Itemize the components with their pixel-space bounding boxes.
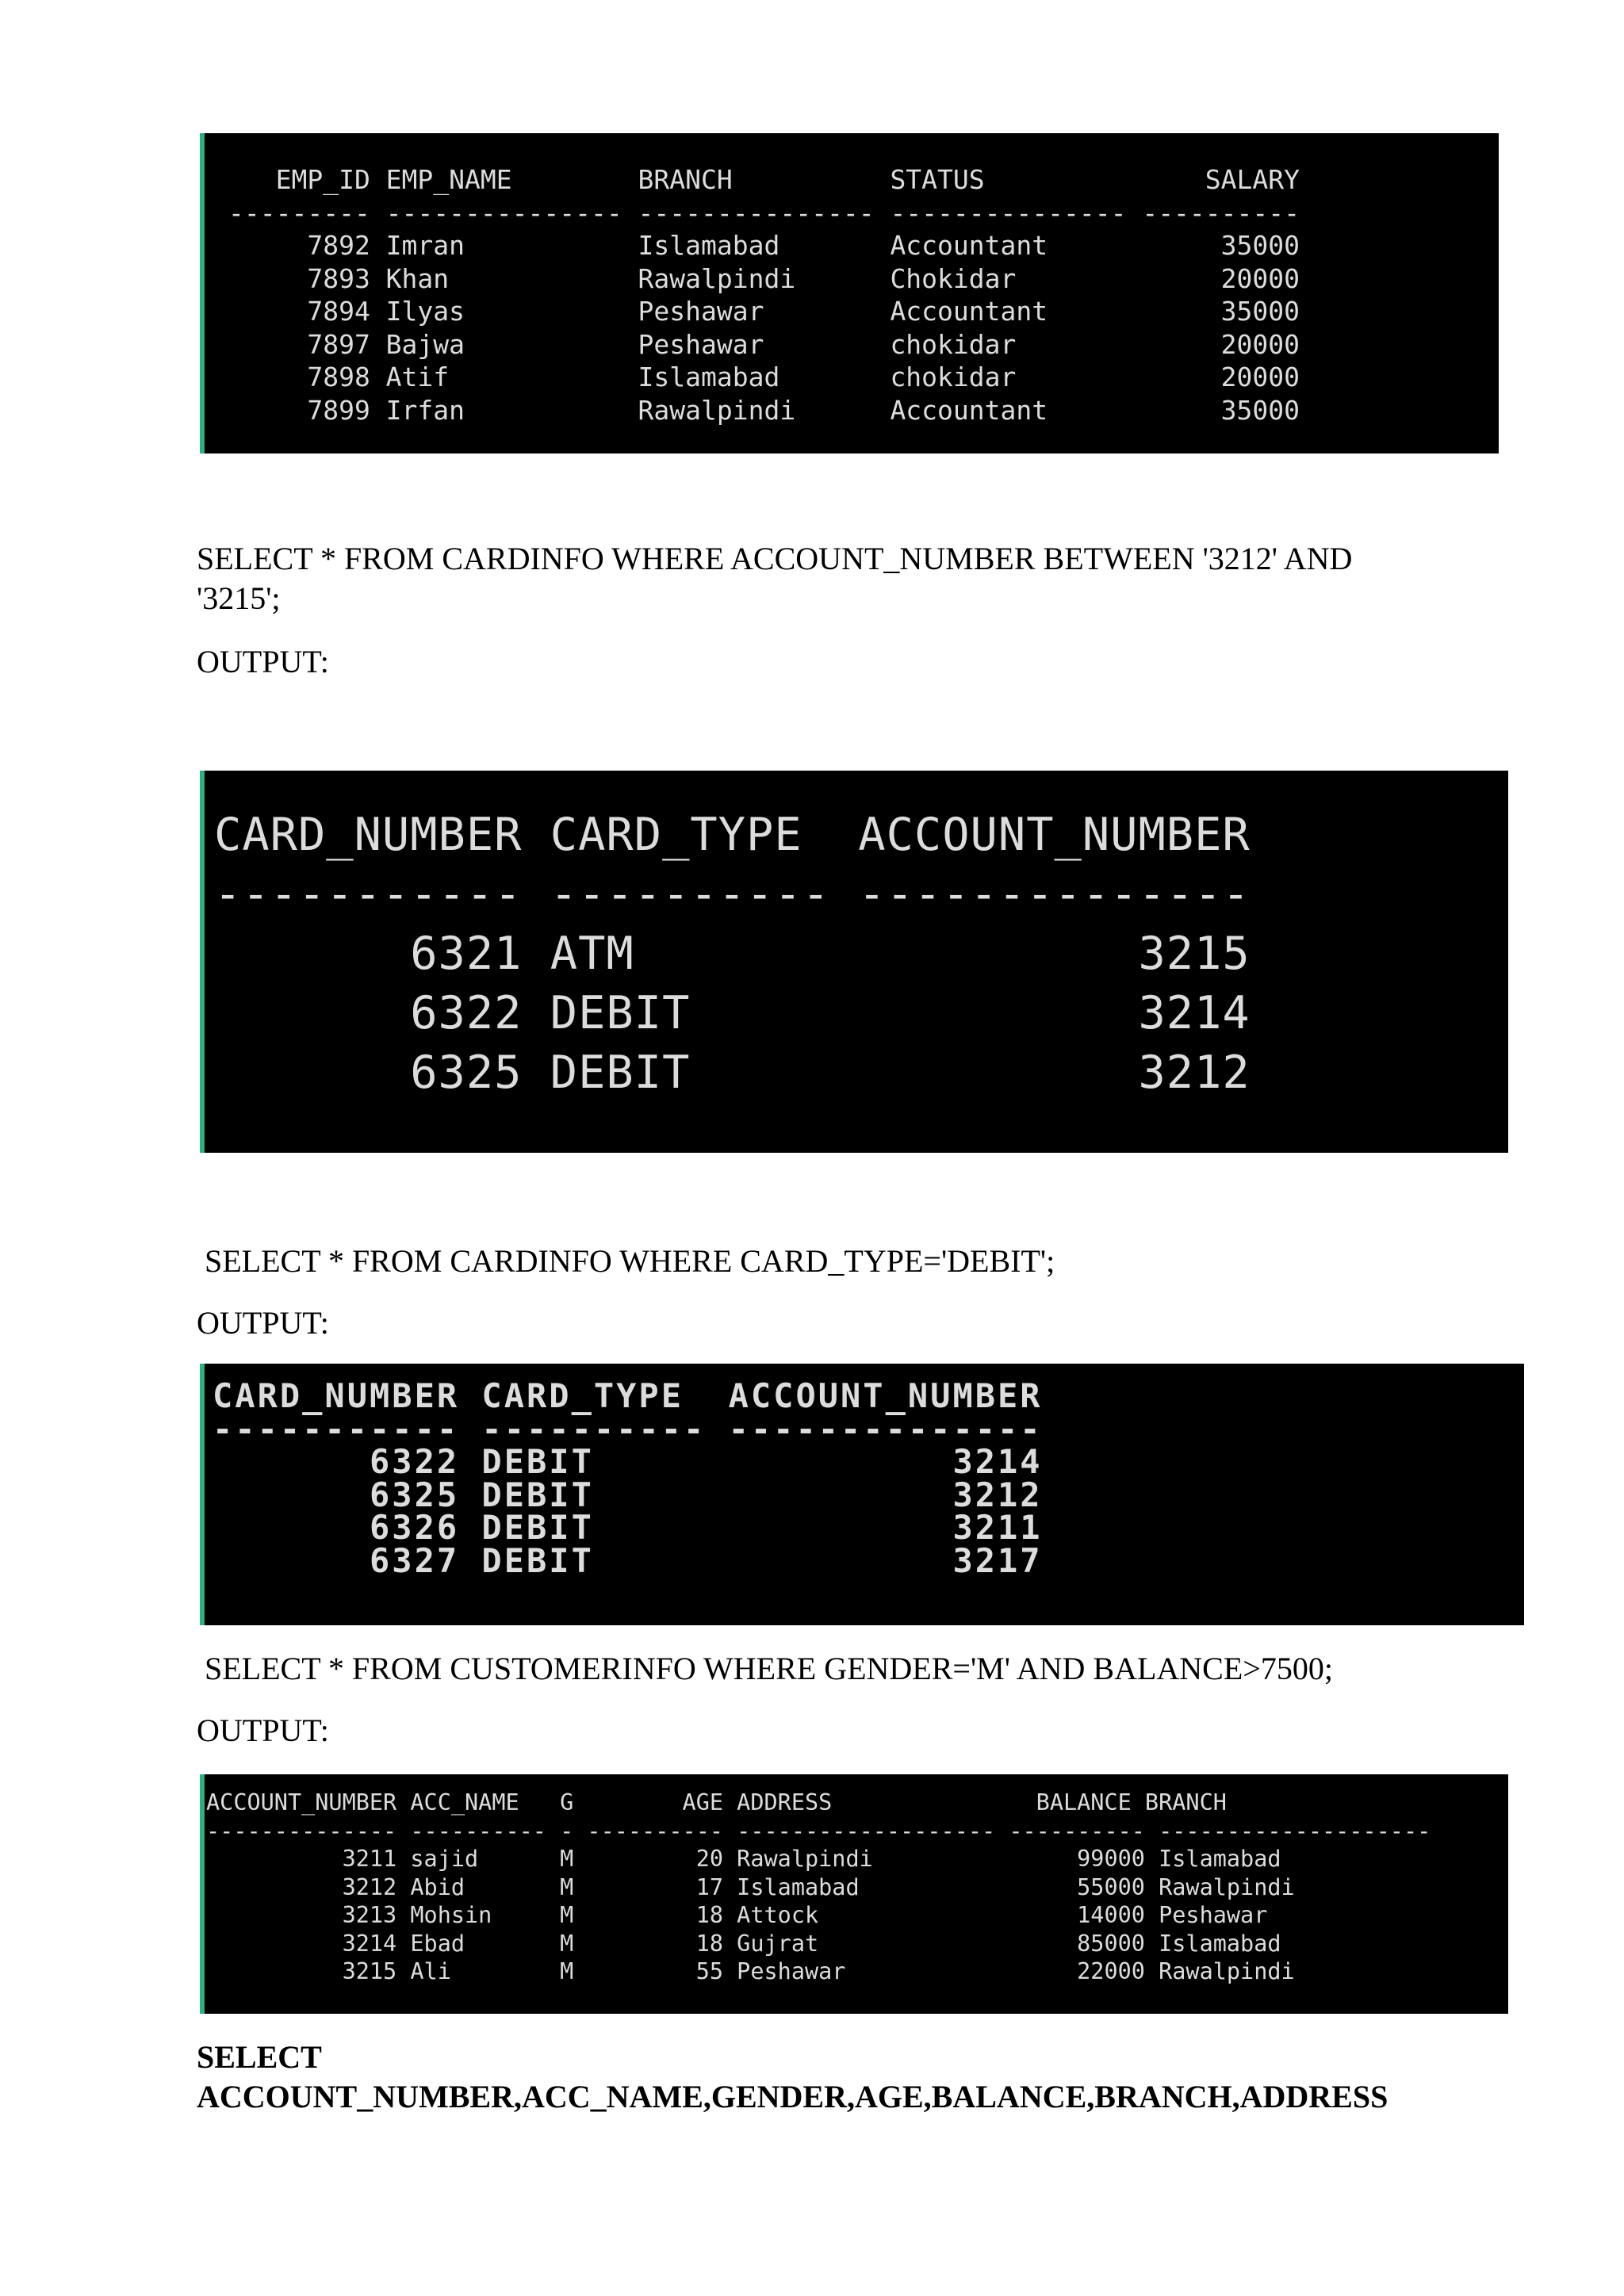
terminal-data-row: 3212 Abid M 17 Islamabad 55000 Rawalpindi (206, 1873, 1295, 1900)
terminal-data-row: 7898 Atif Islamabad chokidar 20000 (228, 362, 1300, 392)
terminal-data-row: 3215 Ali M 55 Peshawar 22000 Rawalpindi (206, 1958, 1295, 1984)
terminal-output-text (205, 1789, 1508, 1986)
terminal-data-row: 3214 Ebad M 18 Gujrat 85000 Islamabad (206, 1930, 1281, 1957)
terminal-header-row: EMP_ID EMP_NAME BRANCH STATUS SALARY (228, 164, 1300, 195)
terminal-data-row: 6327 DEBIT 3217 (213, 1540, 1043, 1580)
terminal-output-cardinfo-debit (200, 1364, 1524, 1625)
terminal-header-row: ACCOUNT_NUMBER ACC_NAME G AGE ADDRESS BALANCE BRANCH (206, 1789, 1227, 1816)
output-label: OUTPUT: (197, 1712, 329, 1748)
terminal-separator-row: ----------- ---------- -------------- (214, 868, 1251, 920)
terminal-data-row: 3211 sajid M 20 Rawalpindi 99000 Islamabad (206, 1846, 1281, 1872)
sql-query-select-columns: SELECT ACCOUNT_NUMBER,ACC_NAME,GENDER,AGE,BALANCE,BRANCH,ADDRESS (197, 2039, 1388, 2114)
output-label: OUTPUT: (197, 644, 329, 679)
terminal-data-row: 7899 Irfan Rawalpindi Accountant 35000 (228, 394, 1300, 426)
terminal-header-row: CARD_NUMBER CARD_TYPE ACCOUNT_NUMBER (213, 1376, 1043, 1415)
terminal-data-row: 6321 ATM 3215 (214, 928, 1251, 980)
terminal-data-row: 3213 Mohsin M 18 Attock 14000 Peshawar (206, 1902, 1268, 1928)
terminal-data-row: 7893 Khan Rawalpindi Chokidar 20000 (228, 262, 1300, 294)
sql-query-card-type: SELECT * FROM CARDINFO WHERE CARD_TYPE='DEBIT'; (205, 1243, 1055, 1279)
terminal-output-text (205, 806, 1508, 1103)
terminal-output-text (205, 1376, 1524, 1580)
terminal-data-row: 7897 Bajwa Peshawar chokidar 20000 (228, 328, 1300, 360)
terminal-data-row: 6322 DEBIT 3214 (213, 1442, 1043, 1481)
terminal-data-row: 6325 DEBIT 3212 (214, 1047, 1251, 1099)
terminal-separator-row: ----------- ---------- -------------- (213, 1409, 1043, 1448)
terminal-output-cardinfo-between (200, 771, 1508, 1153)
terminal-data-row: 7892 Imran Islamabad Accountant 35000 (228, 230, 1300, 261)
sql-query-between: SELECT * FROM CARDINFO WHERE ACCOUNT_NUMBER BETWEEN '3212' AND '3215'; (197, 541, 1353, 616)
sql-query-customerinfo: SELECT * FROM CUSTOMERINFO WHERE GENDER='M' AND BALANCE>7500; (205, 1651, 1333, 1686)
output-label: OUTPUT: (197, 1305, 329, 1341)
terminal-data-row: 6326 DEBIT 3211 (213, 1508, 1043, 1547)
terminal-output-emp (200, 133, 1499, 453)
terminal-data-row: 6325 DEBIT 3212 (213, 1475, 1043, 1514)
terminal-output-text (205, 163, 1499, 427)
terminal-data-row: 6322 DEBIT 3214 (214, 987, 1251, 1039)
terminal-separator-row: --------- --------------- --------------- --------------- ---------- (228, 197, 1300, 228)
terminal-output-customerinfo (200, 1774, 1508, 2014)
terminal-data-row: 7894 Ilyas Peshawar Accountant 35000 (228, 296, 1300, 327)
terminal-header-row: CARD_NUMBER CARD_TYPE ACCOUNT_NUMBER (214, 809, 1251, 861)
terminal-separator-row: -------------- ---------- - ---------- ------------------- ---------- -------------------- (206, 1817, 1431, 1844)
